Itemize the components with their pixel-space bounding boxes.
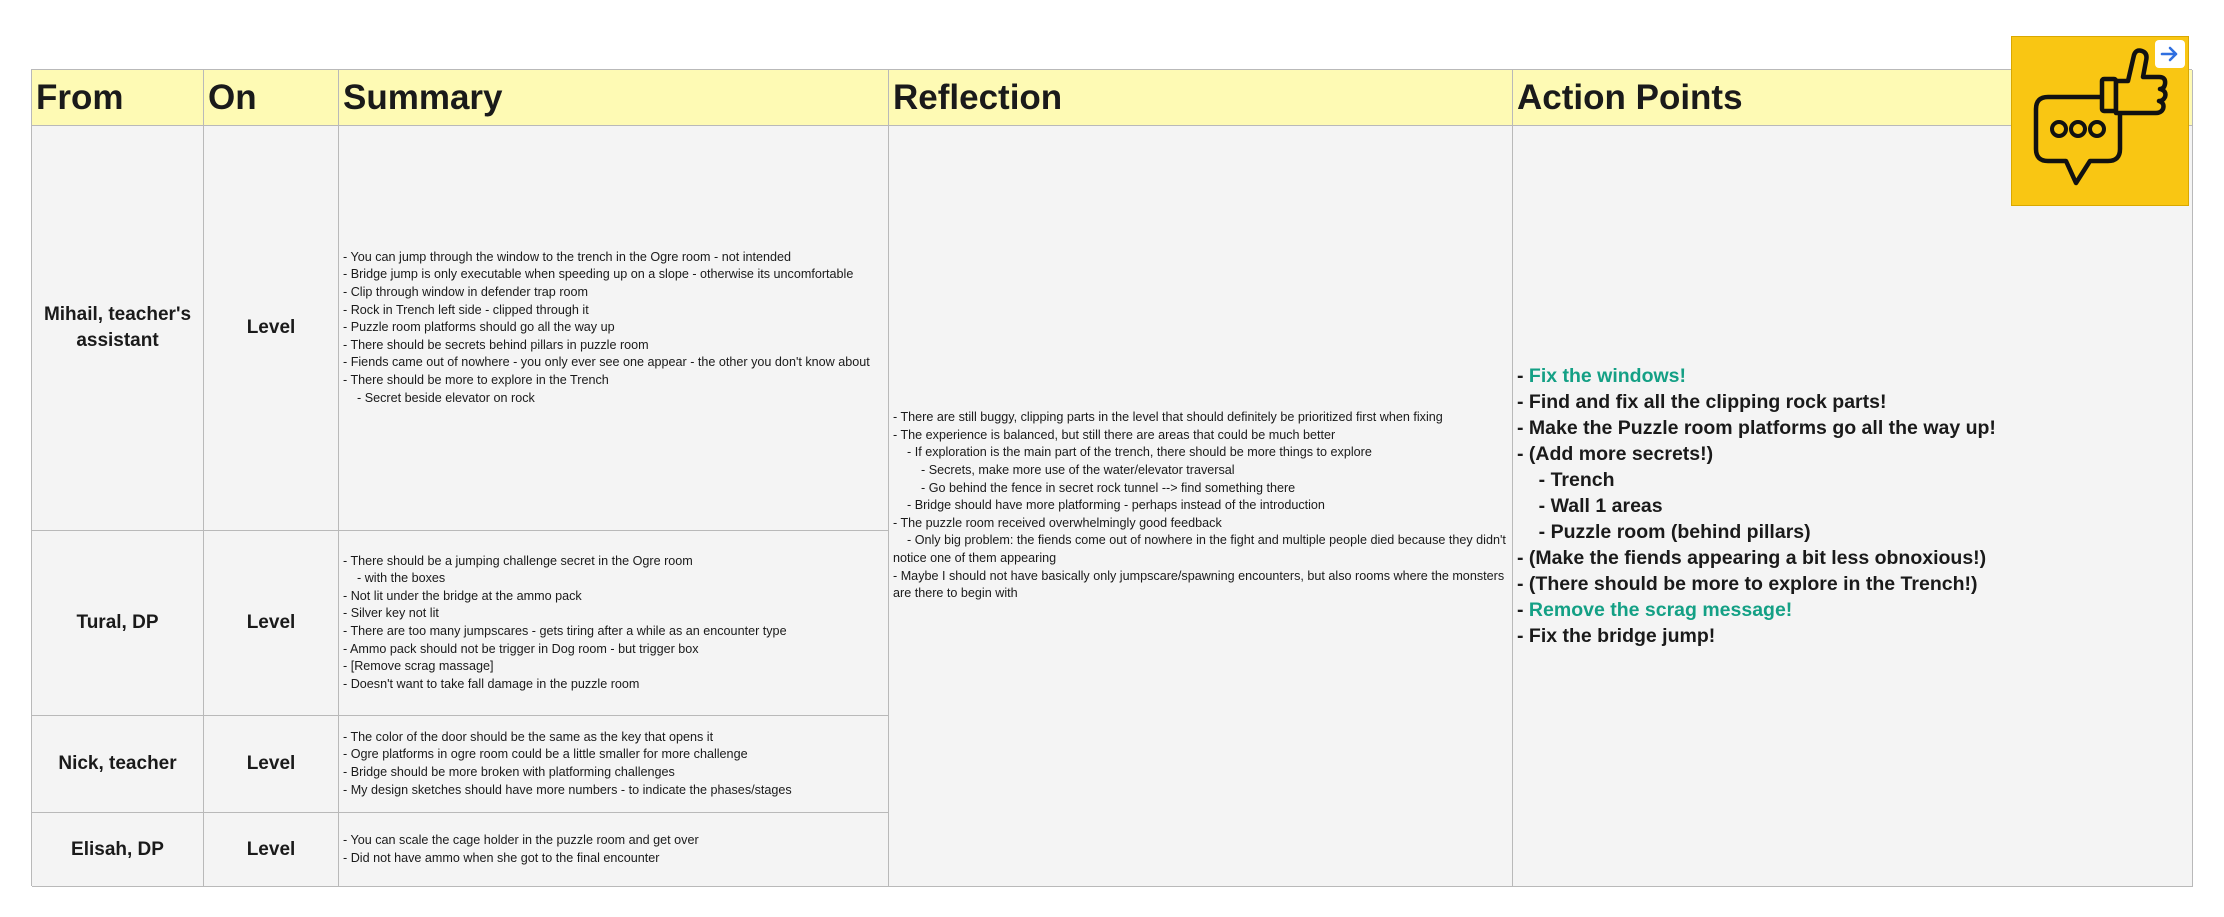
reflection-cell[interactable] [889,126,1513,887]
action-point-bullet: - [1517,469,1551,491]
on-cell[interactable]: Level [204,531,339,716]
action-point-bullet: - [1517,547,1529,569]
summary-line: - My design sketches should have more numbers - to indicate the phases/stages [343,782,792,797]
action-point-bullet: - [1517,599,1529,621]
action-point-text: Wall 1 areas [1550,495,1663,517]
action-point-item [1517,623,2188,649]
summary-line: - Bridge should be more broken with platforming challenges [343,765,675,779]
on-cell[interactable]: Level [204,813,339,887]
action-point-item [1517,519,2188,545]
action-point-text: Trench [1550,469,1615,491]
header-on: On [204,70,339,126]
action-point-item [1517,389,2188,415]
arrow-right-icon [2160,46,2180,62]
action-point-bullet: - [1517,365,1529,387]
action-point-bullet: - [1517,625,1529,647]
action-point-item [1517,545,2188,571]
reflection-line: - The puzzle room received overwhelmingly good feedback [893,515,1222,530]
summary-line: - Puzzle room platforms should go all the way up [343,320,615,335]
summary-cell[interactable] [339,813,889,887]
action-point-text: (Add more secrets!) [1528,443,1714,465]
action-point-bullet: - [1517,391,1529,413]
summary-line: - Did not have ammo when she got to the final encounter [343,850,660,865]
summary-line: - Bridge jump is only executable when speeding up on a slope - otherwise its uncomfortable [343,267,854,282]
action-point-text: Find and fix all the clipping rock parts! [1528,391,1887,413]
summary-line: - Silver key not lit [343,606,439,621]
expand-button[interactable] [2155,40,2185,68]
summary-line: - You can scale the cage holder in the puzzle room and get over [343,832,699,847]
summary-line: - with the boxes [343,571,446,586]
action-points-cell[interactable] [1513,126,2193,887]
summary-cell[interactable] [339,531,889,716]
from-cell[interactable]: Tural, DP [32,531,204,716]
summary-line: - Secret beside elevator on rock [343,390,535,405]
action-point-text: Remove the scrag message! [1528,599,1793,621]
from-cell[interactable]: Elisah, DP [32,813,204,887]
reflection-line: - Go behind the fence in secret rock tunnel --> find something there [893,480,1296,495]
action-point-item [1517,597,2188,623]
action-point-bullet: - [1517,495,1551,517]
action-point-text: (There should be more to explore in the Trench!) [1528,573,1978,595]
reflection-line: - Bridge should have more platforming - perhaps instead of the introduction [893,498,1325,513]
summary-line: - The color of the door should be the same as the key that opens it [343,729,714,744]
feedback-table [31,69,2192,886]
reflection-line: - The experience is balanced, but still there are areas that could be much better [893,427,1336,442]
feedback-board [31,69,2192,886]
summary-line: - There should be a jumping challenge secret in the Ogre room [343,553,693,568]
action-point-bullet: - [1517,573,1529,595]
summary-line: - There should be more to explore in the Trench [343,372,609,387]
action-point-text: Fix the windows! [1528,365,1687,387]
action-point-text: (Make the fiends appearing a bit less obnoxious!) [1528,547,1987,569]
header-action-points: Action Points [1513,70,2193,126]
header-from: From [32,70,204,126]
summary-cell[interactable] [339,716,889,813]
action-point-item [1517,441,2188,467]
action-point-text: Make the Puzzle room platforms go all the way up! [1528,417,1996,439]
summary-line: - [Remove scrag massage] [343,659,494,674]
action-point-item [1517,571,2188,597]
reflection-line: - Secrets, make more use of the water/elevator traversal [893,463,1235,478]
action-point-bullet: - [1517,417,1529,439]
action-point-bullet: - [1517,443,1529,465]
summary-line: - There are too many jumpscares - gets tiring after a while as an encounter type [343,624,787,638]
on-cell[interactable]: Level [204,716,339,813]
summary-line: - Not lit under the bridge at the ammo pack [343,588,582,603]
action-point-item [1517,493,2188,519]
action-point-item [1517,363,2188,389]
summary-line: - Ogre platforms in ogre room could be a little smaller for more challenge [343,747,748,762]
summary-line: - You can jump through the window to the trench in the Ogre room - not intended [343,249,792,264]
header-reflection: Reflection [889,70,1513,126]
action-point-text: Puzzle room (behind pillars) [1550,521,1811,543]
from-cell[interactable]: Nick, teacher [32,716,204,813]
reflection-line: - Only big problem: the fiends come out of nowhere in the fight and multiple people died because they didn't notice one of them appearing [893,533,1510,565]
action-point-bullet: - [1517,521,1551,543]
action-point-text: Fix the bridge jump! [1528,625,1716,647]
summary-cell[interactable] [339,126,889,531]
reflection-line: - There are still buggy, clipping parts in the level that should definitely be prioritized first when fixing [893,410,1443,425]
reflection-line: - If exploration is the main part of the trench, there should be more things to explore [893,445,1372,460]
action-point-item [1517,467,2188,493]
summary-line: - Rock in Trench left side - clipped through it [343,302,589,317]
from-cell[interactable]: Mihail, teacher's assistant [32,126,204,531]
summary-line: - Doesn't want to take fall damage in the puzzle room [343,676,640,691]
on-cell[interactable]: Level [204,126,339,531]
action-point-item [1517,415,2188,441]
summary-line: - Fiends came out of nowhere - you only ever see one appear - the other you don't know about [343,355,870,370]
summary-line: - Ammo pack should not be trigger in Dog room - but trigger box [343,641,699,656]
summary-line: - Clip through window in defender trap room [343,285,589,300]
header-summary: Summary [339,70,889,126]
reflection-line: - Maybe I should not have basically only jumpscare/spawning encounters, but also rooms where the monsters are there to begin with [893,568,1508,601]
summary-line: - There should be secrets behind pillars in puzzle room [343,337,649,352]
